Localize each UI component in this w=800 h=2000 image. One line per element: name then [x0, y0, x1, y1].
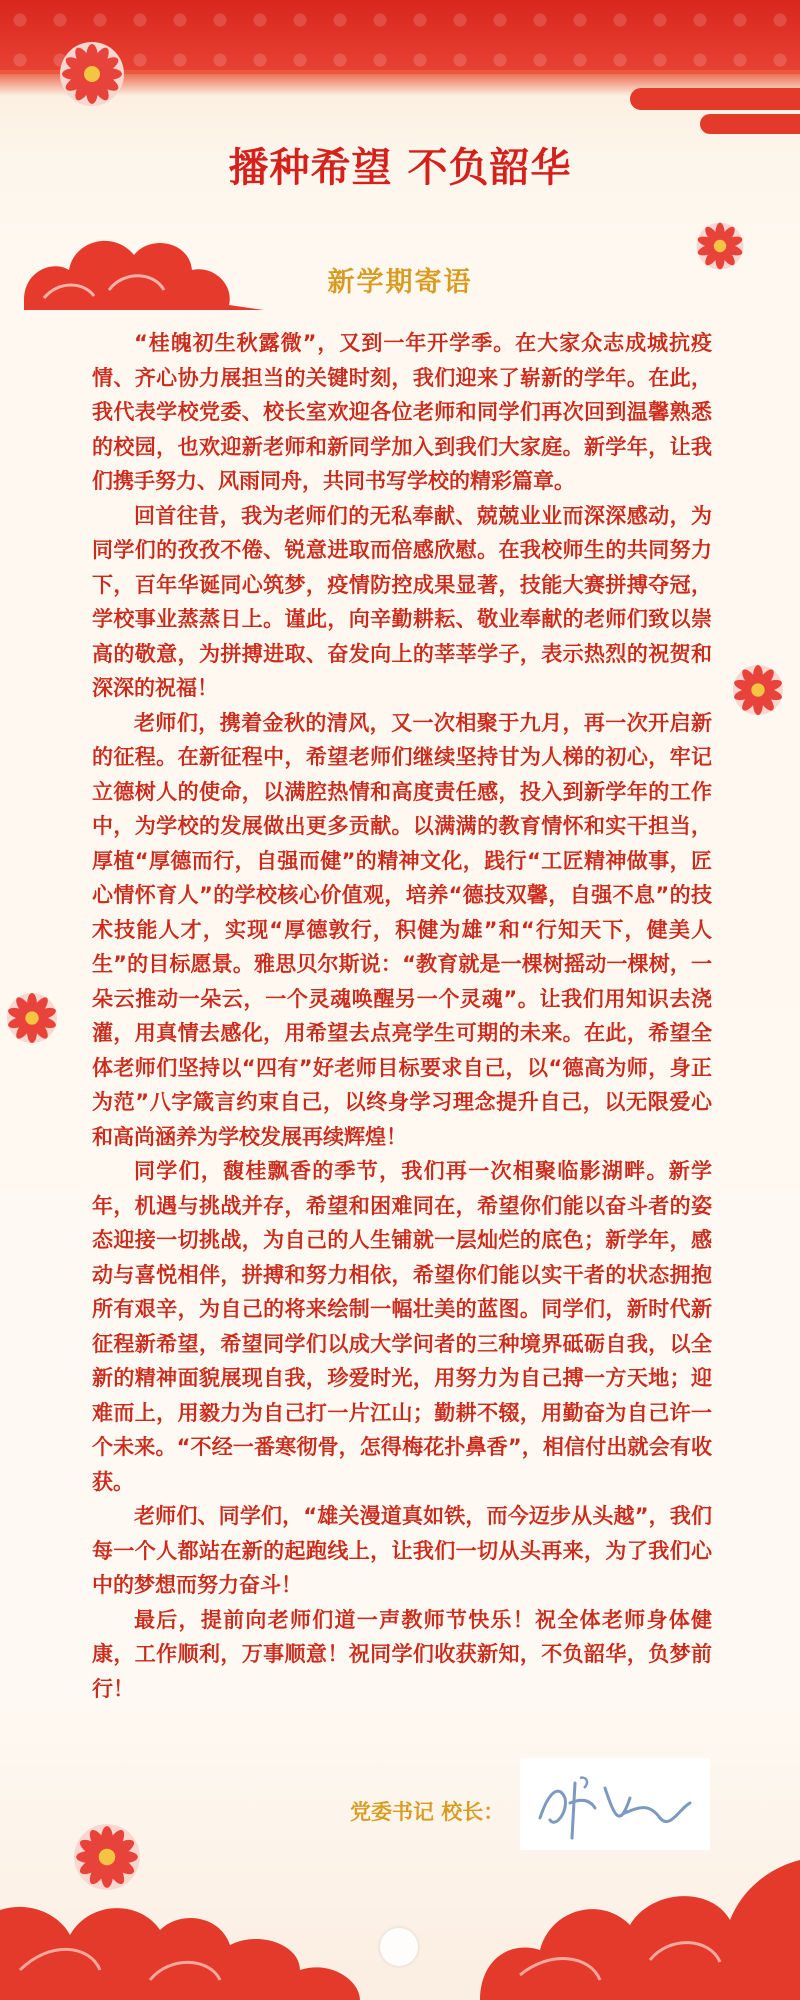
paragraph: 老师们，携着金秋的清风，又一次相聚于九月，再一次开启新的征程。在新征程中，希望老师们继续坚持甘为人梯的初心，牢记立德树人的使命，以满腔热情和高度责任感，投入到新学年的工作中，为学校的发展做出更多贡献。以满满的教育情怀和实干担当，厚植“厚德而行，自强而健”的精神文化，践行“工匠精神做事，匠心情怀育人”的学校核心价值观，培养“德技双馨，自强不息”的技术技能人才，实现“厚德敦行，积健为雄”和“行知天下，健美人生”的目标愿景。雅思贝尔斯说：“教育就是一棵树摇动一棵树，一朵云推动一朵云，一个灵魂唤醒另一个灵魂”。让我们用知识去浇灌，用真情去感化，用希望去点亮学生可期的未来。在此，希望全体老师们坚持以“四有”好老师目标要求自己，以“德高为师，身正为范”八字箴言约束自己，以终身学习理念提升自己，以无限爱心和高尚涵养为学校发展再续辉煌！	[92, 710, 712, 1149]
flower-icon	[728, 660, 788, 720]
paragraph: 同学们，馥桂飘香的季节，我们再一次相聚临影湖畔。新学年，机遇与挑战并存，希望和困难同在，希望你们能以奋斗者的姿态迎接一切挑战，为自己的人生铺就一层灿烂的底色；新学年，感动与喜悦相伴，拼搏和努力相依，希望你们能以实干者的状态拥抱所有艰辛，为自己的将来绘制一幅壮美的蓝图。同学们，新时代新征程新希望，希望同学们以成大学问者的三种境界砥砺自我，以全新的精神面貌展现自我，珍爱时光，用努力为自己搏一方天地；迎难而上，用毅力为自己打一片江山；勤耕不辍，用勤奋为自己许一个未来。“不经一番寒彻骨，怎得梅花扑鼻香”，相信付出就会有收获。	[92, 1159, 712, 1494]
paragraph: 回首往昔，我为老师们的无私奉献、兢兢业业而深深感动，为同学们的孜孜不倦、锐意进取而倍感欣慰。在我校师生的共同努力下，百年华诞同心筑梦，疫情防控成果显著，技能大赛拼搏夺冠，学校事业蒸蒸日上。谨此，向辛勤耕耘、敬业奉献的老师们致以崇高的敬意，为拼搏进取、奋发向上的莘莘学子，表示热烈的祝贺和深深的祝福！	[92, 503, 712, 700]
paragraph: “桂魄初生秋露微”，又到一年开学季。在大家众志成城抗疫情、齐心协力展担当的关键时刻，我们迎来了崭新的学年。在此，我代表学校党委、校长室欢迎各位老师和同学们再次回到温馨熟悉的校园，也欢迎新老师和新同学加入到我们大家庭。新学年，让我们携手努力、风雨同舟，共同书写学校的精彩篇章。	[92, 331, 712, 493]
handwritten-signature-icon	[520, 1758, 710, 1850]
cloud-icon	[0, 1830, 360, 2000]
signature-label: 党委书记 校长：	[350, 1800, 505, 1824]
paragraph: 老师们、同学们，“雄关漫道真如铁，而今迈步从头越”，我们每一个人都站在新的起跑线上，让我们一切从头再来，为了我们心中的梦想而努力奋斗！	[92, 1504, 712, 1597]
page-title: 播种希望 不负韶华	[228, 145, 572, 191]
ribbon-decoration	[700, 114, 800, 134]
paragraph: 最后，提前向老师们道一声教师节快乐！祝全体老师身体健康，工作顺利，万事顺意！祝同学们收获新知，不负韶华，负梦前行！	[92, 1607, 712, 1701]
flower-icon	[2, 988, 62, 1048]
watermark-badge	[380, 1928, 418, 1966]
letter-body	[92, 326, 712, 1706]
flower-icon	[56, 38, 128, 110]
ribbon-decoration	[630, 88, 800, 110]
page-subtitle: 新学期寄语	[327, 267, 473, 298]
signature-image	[520, 1758, 710, 1850]
